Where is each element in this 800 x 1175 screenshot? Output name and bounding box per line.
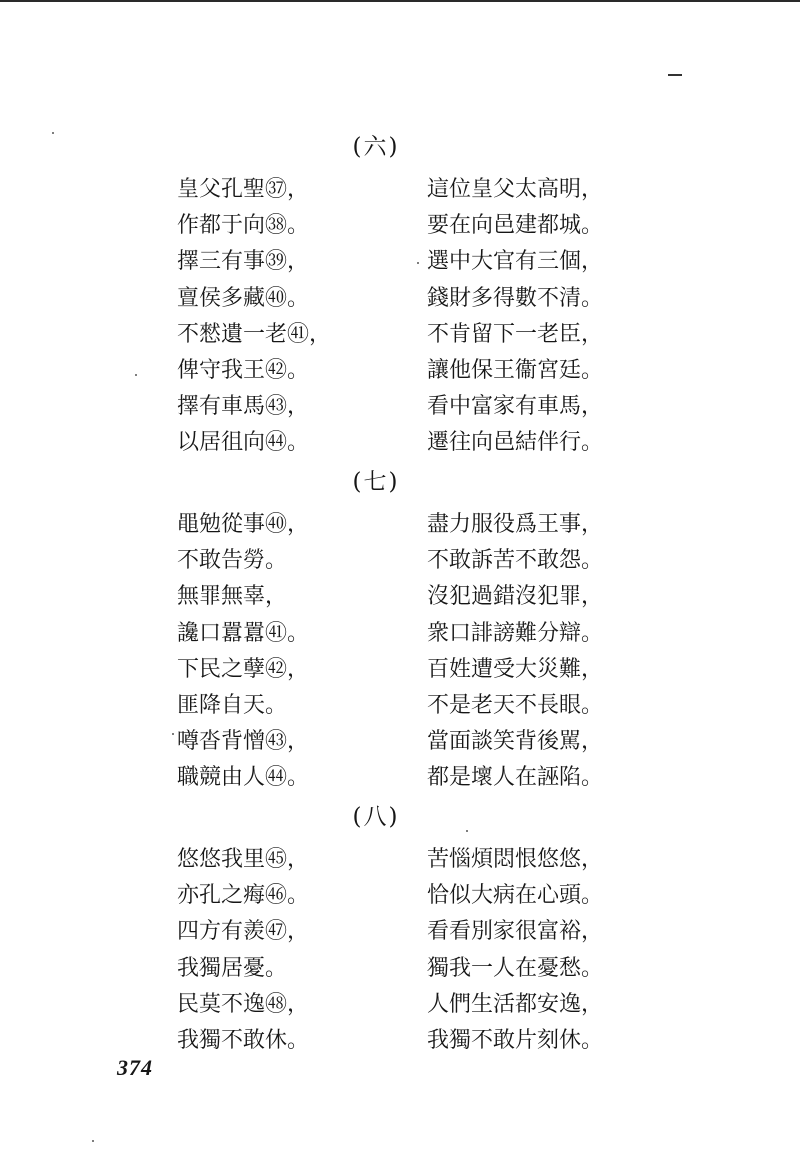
- translation-line: 盡力服役爲王事，: [427, 512, 604, 537]
- translation-line: 這位皇父太高明，: [427, 177, 604, 202]
- verse-line: [0, 619, 800, 655]
- page-number: 374: [117, 1055, 153, 1080]
- translation-line: 沒犯過錯沒犯罪，: [427, 584, 604, 610]
- verse-line: [0, 320, 800, 356]
- section-heading: (八): [352, 804, 400, 830]
- verse-line: [0, 691, 800, 727]
- section-heading: (七): [352, 469, 400, 495]
- stanza: [0, 175, 800, 465]
- verse-line: [0, 881, 800, 917]
- original-line: 亶侯多藏㊵。: [177, 285, 310, 311]
- verse-line: [0, 284, 800, 320]
- translation-line: 讓他保王衞宮廷。: [427, 357, 604, 383]
- verse-line: [0, 582, 800, 618]
- verse-line: [0, 175, 800, 211]
- original-line: 我獨不敢休。: [177, 1027, 310, 1053]
- translation-line: 我獨不敢片刻休。: [427, 1027, 604, 1053]
- verse-line: [0, 763, 800, 799]
- original-line: 黽勉從事㊵，: [177, 512, 310, 537]
- translation-line: 不敢訴苦不敢怨。: [427, 548, 604, 574]
- translation-line: 要在向邑建都城。: [427, 213, 604, 239]
- original-line: 下民之孽㊷，: [177, 656, 310, 682]
- original-line: 以居徂向㊹。: [177, 430, 310, 456]
- translation-line: 獨我一人在憂愁。: [427, 955, 604, 981]
- original-line: 不敢告勞。: [177, 548, 288, 574]
- translation-line: 當面談笑背後駡，: [427, 729, 604, 755]
- original-line: 不憖遺一老㊶，: [177, 321, 332, 347]
- translation-line: 衆口誹謗難分辯。: [427, 620, 604, 646]
- translation-line: 都是壞人在誣陷。: [427, 765, 604, 791]
- translation-line: 選中大官有三個，: [427, 249, 604, 275]
- verse-line: [0, 727, 800, 763]
- original-line: 讒口囂囂㊶。: [177, 620, 310, 646]
- translation-line: 遷往向邑結伴行。: [427, 430, 604, 456]
- translation-line: 不是老天不長眼。: [427, 692, 604, 718]
- translation-line: 看看別家很富裕，: [427, 919, 604, 945]
- print-speck: [92, 1140, 94, 1142]
- original-line: 噂沓背憎㊸，: [177, 729, 310, 755]
- translation-line: 錢財多得數不清。: [427, 285, 604, 311]
- verse-line: [0, 510, 800, 546]
- original-line: 亦孔之痗㊻。: [177, 883, 310, 909]
- translation-line: 苦惱煩悶恨悠悠，: [427, 847, 604, 872]
- verse-line: [0, 356, 800, 392]
- verse-line: [0, 954, 800, 990]
- original-line: 四方有羨㊼，: [177, 919, 310, 945]
- original-line: 匪降自天。: [177, 692, 288, 718]
- verse-line: [0, 655, 800, 691]
- verse-line: [0, 845, 800, 881]
- translation-line: 百姓遭受大災難，: [427, 656, 604, 682]
- verse-line: [0, 990, 800, 1026]
- translation-line: 人們生活都安逸，: [427, 991, 604, 1017]
- original-line: 皇父孔聖㊲，: [177, 177, 310, 202]
- original-line: 擇有車馬㊸，: [177, 394, 310, 420]
- translation-line: 恰似大病在心頭。: [427, 883, 604, 909]
- original-line: 作都于向㊳。: [177, 213, 310, 239]
- stanza: [0, 510, 800, 800]
- translation-line: 看中富家有車馬，: [427, 394, 604, 420]
- print-mark: [668, 74, 682, 76]
- translation-line: 不肯留下一老臣，: [427, 321, 604, 347]
- page-top-rule: [0, 0, 800, 2]
- verse-line: [0, 211, 800, 247]
- original-line: 無罪無辜，: [177, 584, 288, 610]
- verse-line: [0, 392, 800, 428]
- verse-line: [0, 917, 800, 953]
- original-line: 悠悠我里㊺，: [177, 847, 310, 872]
- original-line: 民莫不逸㊽，: [177, 991, 310, 1017]
- verse-line: [0, 546, 800, 582]
- original-line: 擇三有事㊴，: [177, 249, 310, 275]
- stanza: [0, 845, 800, 1062]
- original-line: 我獨居憂。: [177, 955, 288, 981]
- original-line: 俾守我王㊷。: [177, 357, 310, 383]
- section-heading: (六): [352, 134, 400, 160]
- original-line: 職競由人㊹。: [177, 765, 310, 791]
- verse-line: [0, 247, 800, 283]
- verse-line: [0, 428, 800, 464]
